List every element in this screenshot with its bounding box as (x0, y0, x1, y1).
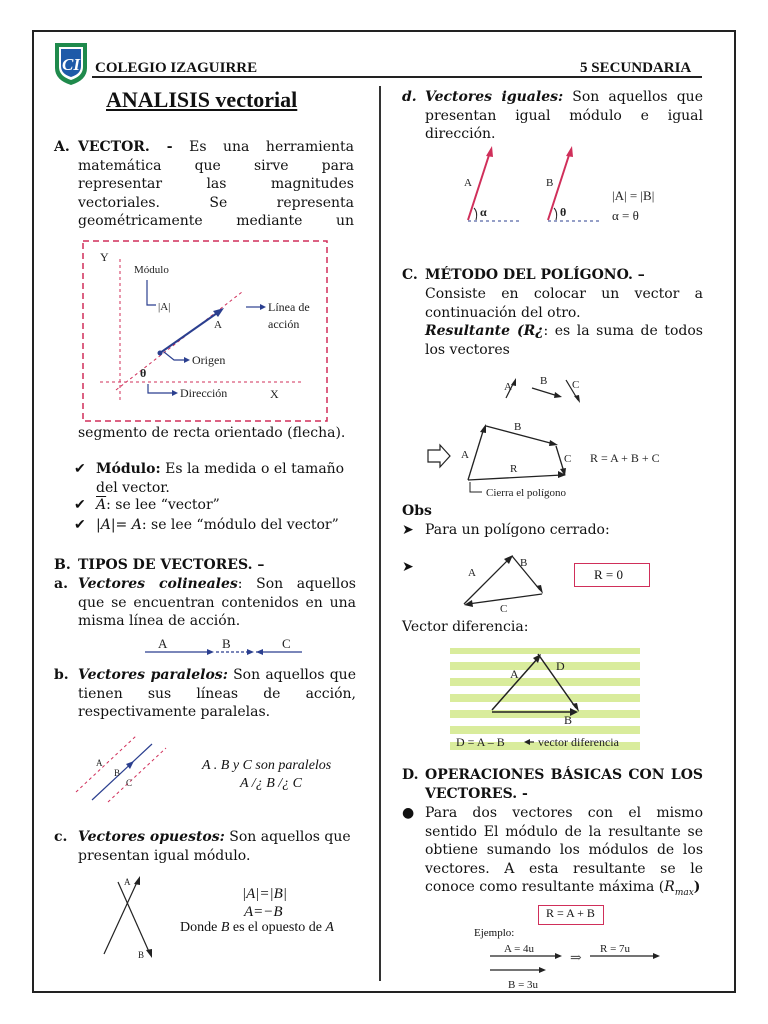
section-c-text: Consiste en colocar un vector a continuación del otro. (425, 286, 703, 321)
section-c-title: MÉTODO DEL POLÍGONO. – (425, 267, 645, 283)
svg-text:|A|: |A| (158, 301, 171, 313)
parallel-vectors-figure (74, 734, 174, 804)
paralelos-text: Vectores paralelos: Son aquellos que tienen sus líneas de acción, respectivamente paralelas. (78, 667, 356, 720)
svg-text:α = θ: α = θ (612, 208, 639, 223)
opposite-eq-3: Donde B es el opuesto de A (180, 920, 334, 935)
svg-text:B: B (114, 768, 121, 778)
svg-text:α: α (480, 205, 487, 219)
svg-text:R: R (510, 463, 518, 475)
svg-text:D: D (556, 659, 565, 673)
check-modulo-vector: |A|= A: se lee “módulo del vector” (96, 517, 339, 533)
school-logo (52, 40, 90, 86)
parallel-note-1: A . B y C son paralelos (202, 758, 332, 773)
section-d-text: Para dos vectores con el mismo sentido El módulo de la resultante se obtiene sumando los módulos de los vectores. A esta resultante se le conoce como resultante máxima $(R_{max})$ (425, 805, 703, 898)
svg-text:C: C (126, 778, 133, 788)
check-vector: $\overline{A}$: se lee “vector” (96, 497, 220, 513)
svg-text:A: A (96, 758, 103, 768)
check-icon: ✔ (74, 497, 86, 513)
svg-text:A: A (510, 667, 519, 681)
section-b-heading: B. (54, 557, 71, 573)
svg-text:A: A (124, 877, 131, 887)
svg-text:B: B (222, 636, 231, 651)
svg-text:⇒: ⇒ (570, 951, 582, 966)
svg-text:C: C (282, 636, 291, 651)
svg-text:A: A (464, 177, 472, 189)
polygon-method-figure (426, 414, 676, 504)
closed-triangle-figure (454, 544, 554, 616)
opuestos-text: Vectores opuestos: Son aquellos que presentan igual módulo. (78, 829, 351, 864)
obs-title: Obs (402, 503, 432, 519)
x-axis-label: X (270, 387, 279, 401)
arrow-bullet-icon: ➤ (402, 559, 414, 575)
svg-text:acción: acción (268, 317, 300, 331)
svg-text:D = A – B: D = A – B (456, 735, 505, 749)
svg-text:B: B (564, 713, 573, 727)
svg-text:R = 7u: R = 7u (600, 943, 631, 955)
equal-vectors-figure (456, 144, 666, 230)
column-divider (379, 86, 381, 981)
check-icon: ✔ (74, 461, 86, 477)
svg-text:R = A + B + C: R = A + B + C (590, 451, 660, 465)
example-figure (486, 942, 670, 994)
svg-text:A: A (214, 319, 222, 331)
svg-text:B: B (138, 950, 145, 960)
three-vectors-figure (500, 368, 590, 404)
obs-item-1: Para un polígono cerrado: (425, 522, 610, 538)
opposite-eq-1: |A|=|B| (242, 886, 287, 902)
check-icon: ✔ (74, 517, 86, 533)
svg-text:B: B (514, 421, 522, 433)
parallel-note-2: A /¿ B /¿ C (240, 776, 302, 791)
arrow-bullet-icon: ➤ (402, 522, 414, 538)
bullet-icon: ● (402, 805, 415, 821)
ejemplo-label: Ejemplo: (474, 927, 515, 939)
vector-diferencia-title: Vector diferencia: (402, 619, 529, 635)
svg-text:A: A (504, 381, 512, 393)
opposite-vectors-figure (100, 874, 156, 960)
vector-figure (82, 240, 328, 422)
svg-text:|A| = |B|: |A| = |B| (612, 188, 655, 203)
svg-text:C: C (500, 603, 508, 615)
svg-text:A: A (461, 449, 469, 461)
svg-text:B: B (540, 375, 548, 387)
svg-text:B: B (546, 177, 554, 189)
colineales-text: Vectores colineales: Son aquellos que se encuentran contenidos en una misma línea de acción. (78, 576, 356, 629)
grade-label: 5 SECUNDARIA (580, 60, 692, 76)
section-a-text: VECTOR. - Es una herramienta matemática que sirve para representar las magnitudes vectoriales. Se representa geométricamente mediante un (78, 139, 354, 229)
svg-text:Origen: Origen (192, 353, 226, 367)
resultante-text: Resultante (R¿: es la suma de todos los vectores (425, 323, 703, 358)
section-b-title: TIPOS DE VECTORES. – (78, 557, 265, 573)
colinear-vectors-figure (140, 634, 306, 662)
svg-text:Cierra el polígono: Cierra el polígono (486, 487, 567, 499)
svg-text:C: C (564, 453, 572, 465)
svg-text:B = 3u: B = 3u (508, 979, 539, 991)
svg-text:θ: θ (560, 205, 567, 219)
svg-text:θ: θ (140, 366, 147, 380)
section-d-title: OPERACIONES BÁSICAS CON LOS VECTORES. - (425, 767, 703, 802)
svg-text:A: A (468, 567, 476, 579)
iguales-text: Vectores iguales: Son aquellos que presentan igual módulo e igual dirección. (425, 89, 703, 142)
opposite-eq-2: A=−B (244, 904, 283, 920)
school-name: COLEGIO IZAGUIRRE (95, 60, 258, 76)
y-axis-label: Y (100, 250, 109, 264)
difference-vector-figure (450, 648, 640, 754)
page-title: ANALISIS vectorial (106, 87, 298, 112)
svg-text:A = 4u: A = 4u (504, 943, 535, 955)
svg-text:Línea de: Línea de (268, 300, 310, 314)
svg-text:B: B (520, 557, 528, 569)
svg-text:A: A (158, 636, 168, 651)
section-a-text-after: segmento de recta orientado (flecha). (78, 425, 346, 441)
logo-text: CI (62, 55, 80, 74)
svg-text:Dirección: Dirección (180, 386, 228, 400)
svg-text:Módulo: Módulo (134, 264, 169, 276)
svg-text:vector diferencia: vector diferencia (538, 735, 619, 749)
check-modulo: Módulo: Es la medida o el tamaño del vector. (96, 461, 345, 496)
section-a-heading: A. (54, 139, 70, 155)
svg-text:C: C (572, 379, 580, 391)
